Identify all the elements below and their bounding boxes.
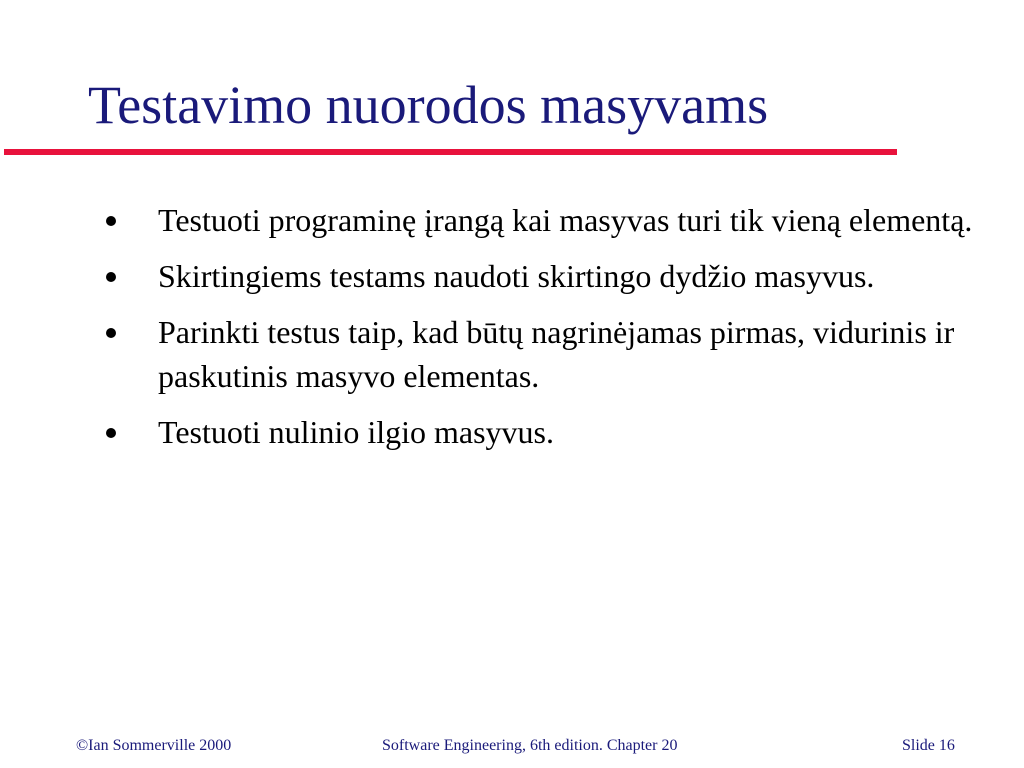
bullet-text: Testuoti nulinio ilgio masyvus. — [158, 414, 554, 450]
bullet-dot-icon — [106, 216, 116, 226]
footer-book-title: Software Engineering, 6th edition. Chapter 20 — [382, 737, 678, 754]
bullet-text: Parinkti testus taip, kad būtų nagrinėjamas pirmas, vidurinis ir paskutinis masyvo elementas. — [158, 314, 955, 394]
bullet-dot-icon — [106, 272, 116, 282]
bullet-text: Skirtingiems testams naudoti skirtingo dydžio masyvus. — [158, 258, 875, 294]
footer-slide-number: Slide 16 — [902, 737, 955, 754]
bullet-list — [100, 198, 980, 466]
slide-title: Testavimo nuorodos masyvams — [88, 75, 769, 135]
bullet-text: Testuoti programinę įrangą kai masyvas turi tik vieną elementą. — [158, 202, 973, 238]
footer-copyright: ©Ian Sommerville 2000 — [76, 737, 232, 754]
title-underline-rule — [4, 149, 897, 155]
bullet-item — [100, 198, 980, 242]
bullet-item — [100, 410, 980, 454]
bullet-item — [100, 254, 980, 298]
bullet-item — [100, 310, 980, 398]
bullet-dot-icon — [106, 428, 116, 438]
bullet-dot-icon — [106, 328, 116, 338]
